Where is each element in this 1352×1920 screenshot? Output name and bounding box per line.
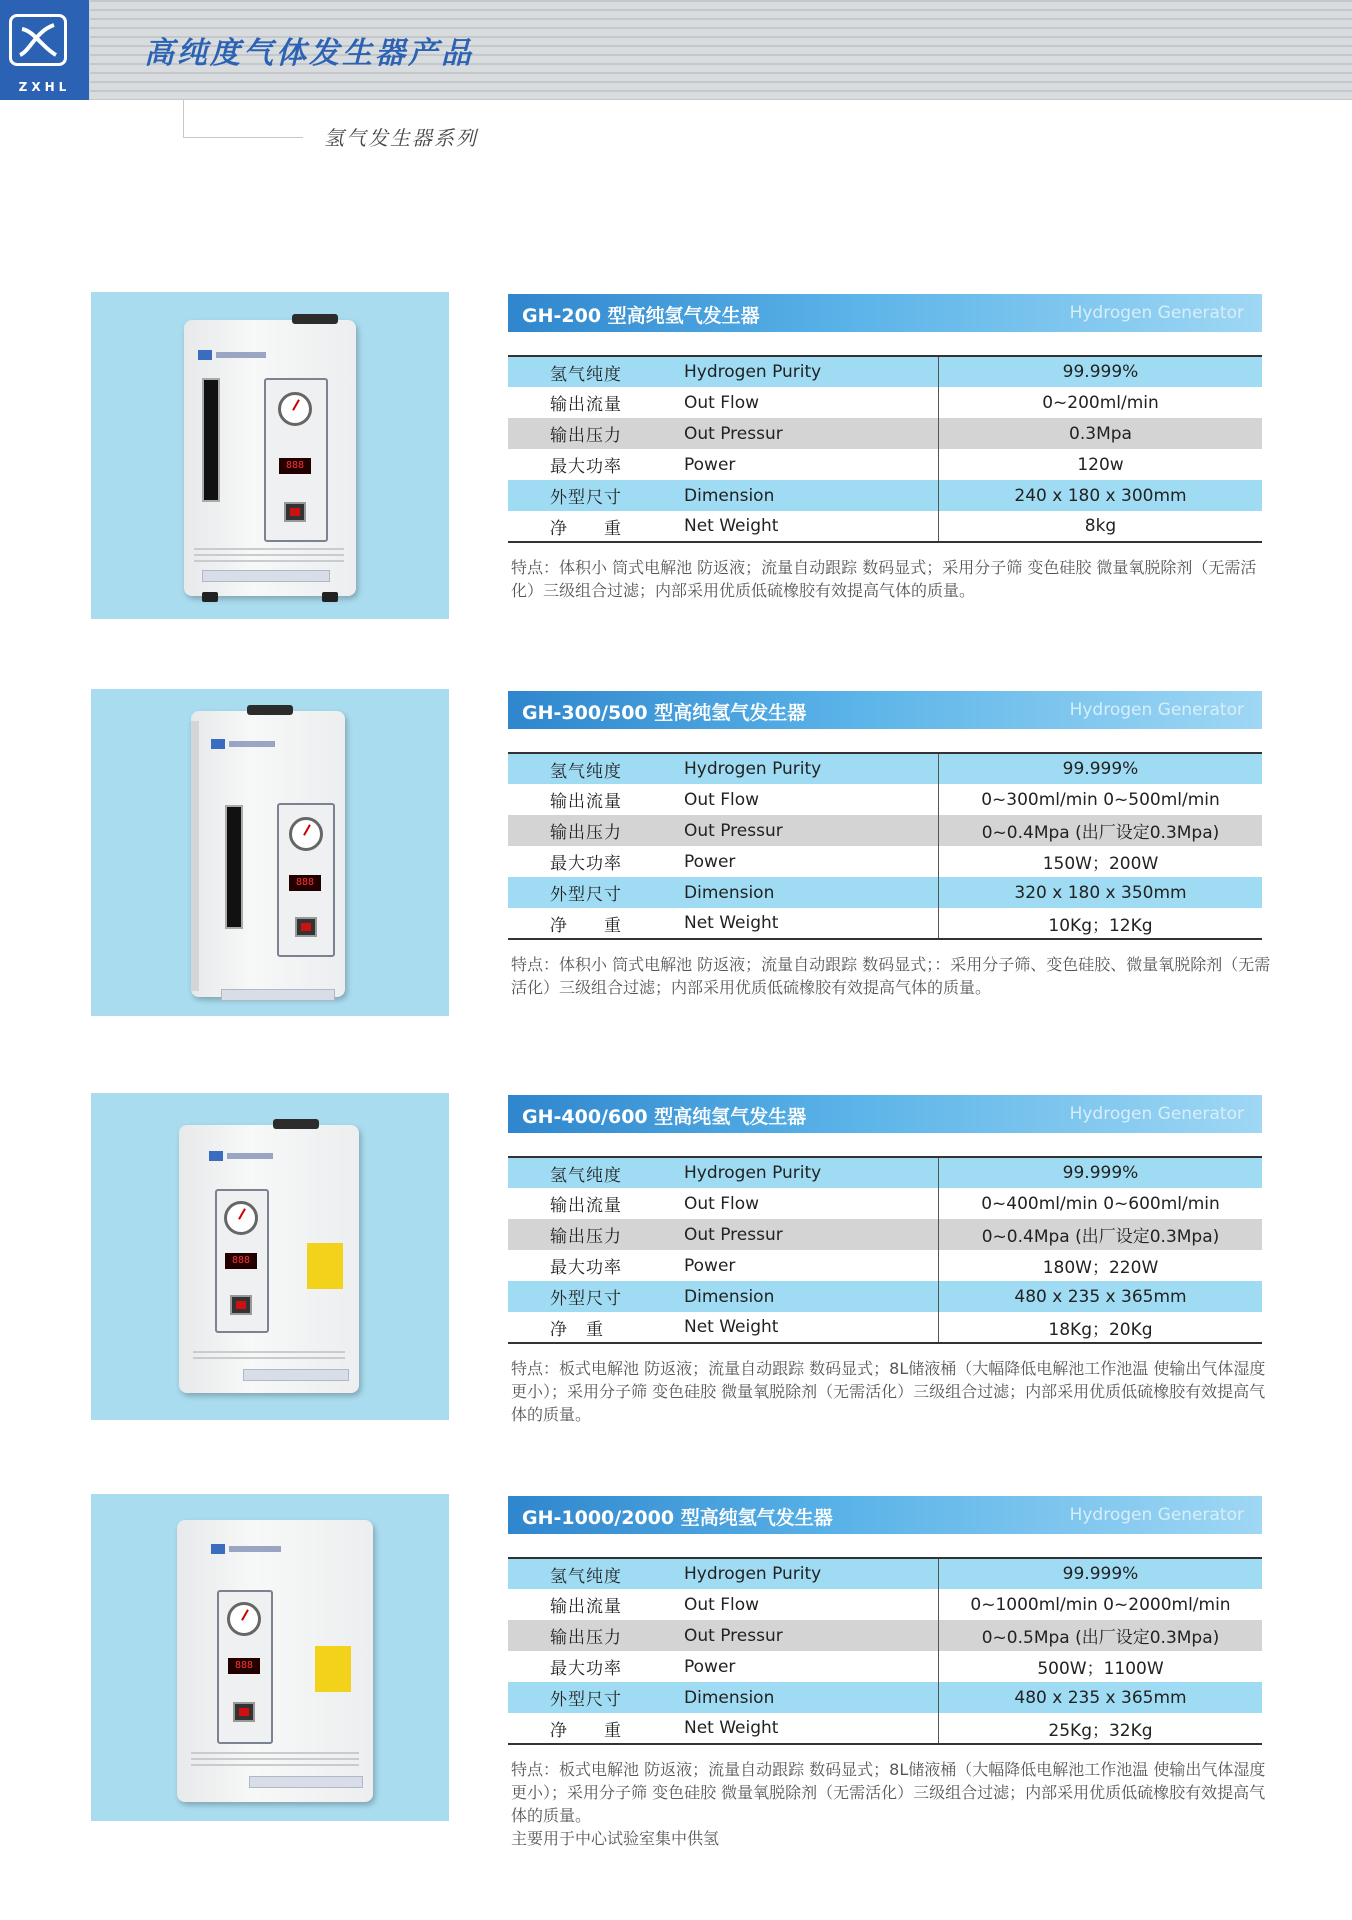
- spec-label-cn: 输出压力: [550, 1227, 622, 1247]
- spec-label-en: Dimension: [684, 1286, 775, 1307]
- table-row: [508, 511, 1262, 542]
- spec-label-cn: 外型尺寸: [550, 1289, 622, 1309]
- logo-mark-icon: [9, 14, 67, 66]
- spec-label-en: Dimension: [684, 1687, 775, 1708]
- spec-value: 0~0.4Mpa (出厂设定0.3Mpa): [939, 1219, 1263, 1250]
- table-row: [508, 815, 1262, 846]
- spec-value: 120w: [939, 449, 1263, 480]
- spec-value: 480 x 235 x 365mm: [939, 1281, 1263, 1312]
- product-model: GH-300/500 型高纯氢气发生器: [522, 702, 807, 724]
- spec-value: 99.999%: [939, 1157, 1263, 1188]
- table-row: [508, 418, 1262, 449]
- brand-logo: [0, 0, 89, 100]
- spec-label-cn: 氢气纯度: [508, 356, 670, 387]
- spec-label-cn: 输出流量: [550, 1597, 622, 1617]
- spec-value: 240 x 180 x 300mm: [939, 480, 1263, 511]
- table-row: [508, 908, 1262, 939]
- table-row: [508, 1188, 1262, 1219]
- spec-label-en: Out Flow: [684, 1594, 760, 1615]
- spec-label-cn: 最大功率: [550, 457, 622, 477]
- product-title-bar: [508, 691, 1262, 729]
- spec-label-en: Hydrogen Purity: [670, 1157, 939, 1188]
- spec-label-cn: 外型尺寸: [550, 885, 622, 905]
- product-photo: [91, 1494, 449, 1821]
- spec-value: 0.3Mpa: [939, 418, 1263, 449]
- table-row: [508, 846, 1262, 877]
- product-photo: [91, 689, 449, 1016]
- spec-value: 0~200ml/min: [939, 387, 1263, 418]
- spec-label-cn: 净 重: [508, 1713, 670, 1744]
- spec-label-en: Net Weight: [670, 1713, 939, 1744]
- spec-value: 0~0.5Mpa (出厂设定0.3Mpa): [939, 1620, 1263, 1651]
- table-row: [508, 480, 1262, 511]
- spec-value: 180W；220W: [939, 1250, 1263, 1281]
- product-english-name: Hydrogen Generator: [1069, 1505, 1244, 1525]
- spec-label-en: Dimension: [684, 882, 775, 903]
- spec-label-en: Out Flow: [684, 789, 760, 810]
- spec-label-cn: 输出压力: [550, 1628, 622, 1648]
- spec-value: 320 x 180 x 350mm: [939, 877, 1263, 908]
- product-photo: [91, 292, 449, 619]
- table-row: [508, 449, 1262, 480]
- brand-name: ZXHL: [18, 80, 71, 94]
- table-row: [508, 1651, 1262, 1682]
- spec-label-en: Out Pressur: [684, 423, 783, 444]
- spec-value: 480 x 235 x 365mm: [939, 1682, 1263, 1713]
- spec-table: [508, 355, 1262, 543]
- table-row: [508, 1589, 1262, 1620]
- spec-label-en: Hydrogen Purity: [670, 1558, 939, 1589]
- spec-label-cn: 外型尺寸: [550, 1690, 622, 1710]
- spec-label-en: Net Weight: [670, 908, 939, 939]
- spec-label-en: Out Flow: [684, 392, 760, 413]
- spec-label-en: Hydrogen Purity: [670, 356, 939, 387]
- spec-label-en: Power: [684, 1656, 736, 1677]
- table-row: [508, 753, 1262, 784]
- spec-label-cn: 输出流量: [550, 1196, 622, 1216]
- table-row: [508, 387, 1262, 418]
- generator-unit-image: 888: [177, 1520, 373, 1802]
- spec-value: 10Kg；12Kg: [939, 908, 1263, 939]
- spec-label-en: Out Pressur: [684, 820, 783, 841]
- spec-value: 8kg: [939, 511, 1263, 542]
- spec-label-cn: 净 重: [508, 908, 670, 939]
- table-row: [508, 1219, 1262, 1250]
- product-english-name: Hydrogen Generator: [1069, 700, 1244, 720]
- spec-label-cn: 净 重: [508, 1312, 670, 1343]
- spec-label-en: Dimension: [684, 485, 775, 506]
- spec-value: 0~300ml/min 0~500ml/min: [939, 784, 1263, 815]
- spec-label-cn: 最大功率: [550, 854, 622, 874]
- product-features: 特点：体积小 筒式电解池 防返液；流量自动跟踪 数码显式；采用分子筛 变色硅胶 微量氧脱除剂（无需活化）三级组合过滤；内部采用优质低硫橡胶有效提高气体的质量。: [511, 558, 1257, 600]
- spec-table: [508, 1156, 1262, 1344]
- series-subtitle: 氢气发生器系列: [324, 126, 478, 150]
- spec-label-en: Out Pressur: [684, 1224, 783, 1245]
- spec-label-cn: 氢气纯度: [508, 1157, 670, 1188]
- table-row: [508, 1312, 1262, 1343]
- spec-label-cn: 外型尺寸: [550, 488, 622, 508]
- spec-label-cn: 最大功率: [550, 1659, 622, 1679]
- spec-value: 99.999%: [939, 1558, 1263, 1589]
- page-header: [0, 0, 1352, 100]
- spec-label-en: Power: [684, 454, 736, 475]
- table-row: [508, 1250, 1262, 1281]
- generator-unit-image: 888: [179, 1125, 359, 1393]
- product-english-name: Hydrogen Generator: [1069, 1104, 1244, 1124]
- table-row: [508, 1281, 1262, 1312]
- product-photo: [91, 1093, 449, 1420]
- spec-value: 0~0.4Mpa (出厂设定0.3Mpa): [939, 815, 1263, 846]
- spec-value: 150W；200W: [939, 846, 1263, 877]
- spec-label-en: Hydrogen Purity: [670, 753, 939, 784]
- table-row: [508, 784, 1262, 815]
- spec-value: 0~1000ml/min 0~2000ml/min: [939, 1589, 1263, 1620]
- product-model: GH-200 型高纯氢气发生器: [522, 305, 760, 327]
- generator-unit-image: 888: [191, 711, 345, 997]
- product-title-bar: [508, 1496, 1262, 1534]
- product-title-bar: [508, 1095, 1262, 1133]
- spec-label-en: Power: [684, 851, 736, 872]
- product-title-bar: [508, 294, 1262, 332]
- table-row: [508, 1713, 1262, 1744]
- spec-value: 25Kg；32Kg: [939, 1713, 1263, 1744]
- spec-label-cn: 氢气纯度: [508, 1558, 670, 1589]
- spec-label-en: Power: [684, 1255, 736, 1276]
- spec-label-en: Net Weight: [670, 511, 939, 542]
- spec-value: 99.999%: [939, 356, 1263, 387]
- spec-value: 99.999%: [939, 753, 1263, 784]
- table-row: [508, 1157, 1262, 1188]
- product-english-name: Hydrogen Generator: [1069, 303, 1244, 323]
- spec-label-en: Out Flow: [684, 1193, 760, 1214]
- spec-table: [508, 1557, 1262, 1745]
- spec-label-en: Net Weight: [670, 1312, 939, 1343]
- spec-label-cn: 净 重: [508, 511, 670, 542]
- spec-label-cn: 输出压力: [550, 426, 622, 446]
- spec-label-cn: 输出压力: [550, 823, 622, 843]
- product-usage-text: 主要用于中心试验室集中供氢: [511, 1829, 720, 1848]
- table-row: [508, 1558, 1262, 1589]
- product-features: [511, 1758, 1271, 1850]
- spec-value: 0~400ml/min 0~600ml/min: [939, 1188, 1263, 1219]
- generator-unit-image: 888: [184, 320, 356, 596]
- spec-label-cn: 最大功率: [550, 1258, 622, 1278]
- product-model: GH-1000/2000 型高纯氢气发生器: [522, 1507, 833, 1529]
- subtitle-underline: [183, 137, 303, 138]
- spec-table: [508, 752, 1262, 940]
- spec-value: 500W；1100W: [939, 1651, 1263, 1682]
- table-row: [508, 1620, 1262, 1651]
- product-features: 特点：板式电解池 防返液；流量自动跟踪 数码显式；8L储液桶（大幅降低电解池工作池温 使输出气体湿度更小）；采用分子筛 变色硅胶 微量氧脱除剂（无需活化）三级组合过滤；内部采用优质低硫橡胶有效提高气体的质量。: [511, 1359, 1266, 1424]
- page-title: 高纯度气体发生器产品: [144, 36, 474, 71]
- spec-label-en: Out Pressur: [684, 1625, 783, 1646]
- product-model: GH-400/600 型高纯氢气发生器: [522, 1106, 807, 1128]
- product-features-text: 特点：板式电解池 防返液；流量自动跟踪 数码显式；8L储液桶（大幅降低电解池工作池温 使输出气体湿度更小）；采用分子筛 变色硅胶 微量氧脱除剂（无需活化）三级组合过滤；内部采用优质低硫橡胶有效提高气体的质量。: [511, 1760, 1266, 1825]
- table-row: [508, 1682, 1262, 1713]
- spec-label-cn: 氢气纯度: [508, 753, 670, 784]
- table-row: [508, 356, 1262, 387]
- registered-mark-icon: ®: [66, 16, 77, 29]
- subtitle-divider: [183, 100, 184, 138]
- product-features: 特点：体积小 筒式电解池 防返液；流量自动跟踪 数码显式；：采用分子筛、变色硅胶、微量氧脱除剂（无需活化）三级组合过滤；内部采用优质低硫橡胶有效提高气体的质量。: [511, 955, 1271, 997]
- spec-value: 18Kg；20Kg: [939, 1312, 1263, 1343]
- spec-label-cn: 输出流量: [550, 395, 622, 415]
- spec-label-cn: 输出流量: [550, 792, 622, 812]
- table-row: [508, 877, 1262, 908]
